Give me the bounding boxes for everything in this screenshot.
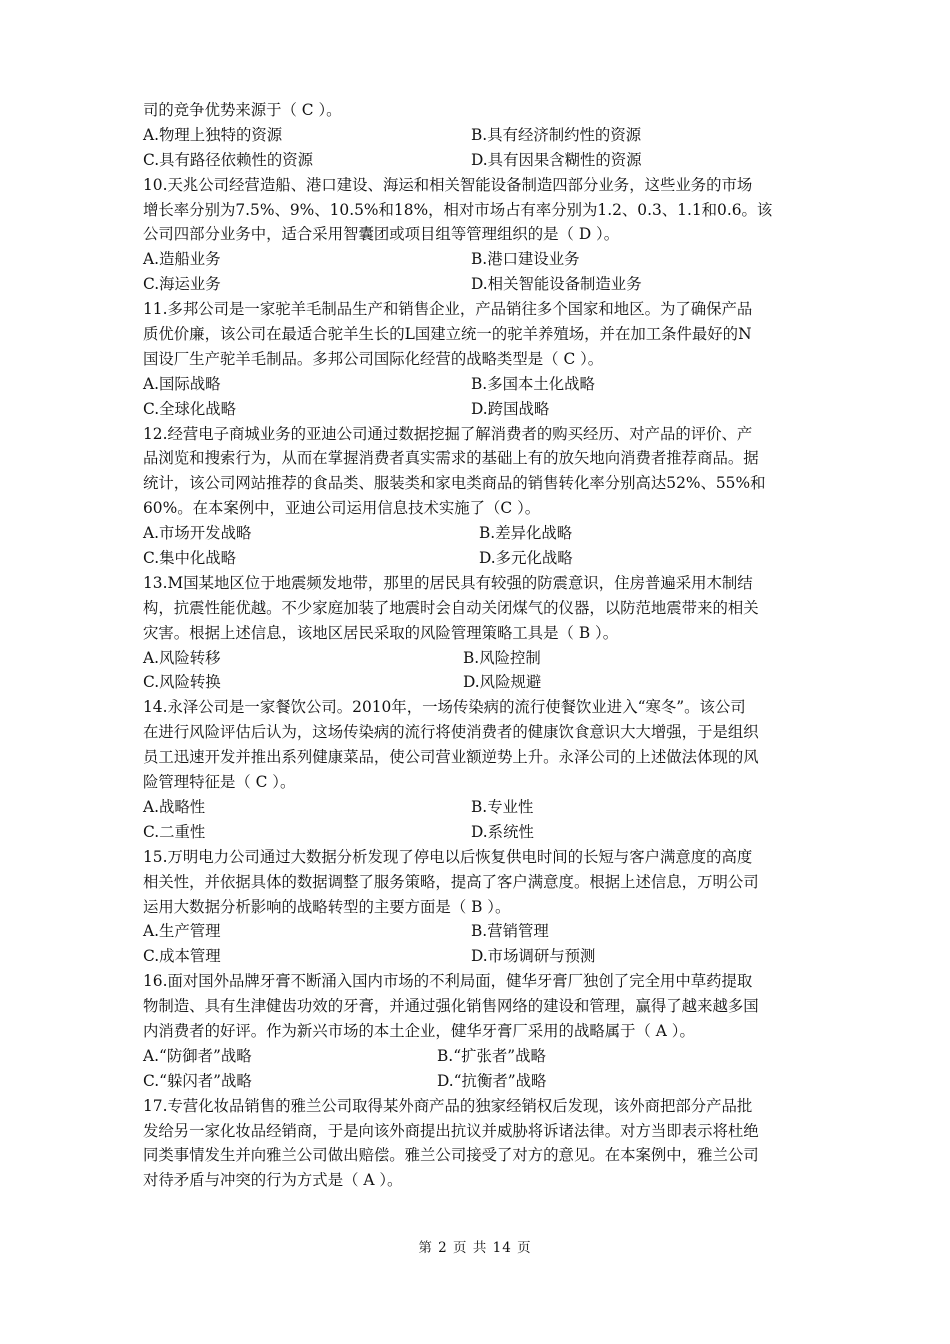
question-11-line-1: 11.多邦公司是一家驼羊毛制品生产和销售企业，产品销往多个国家和地区。为了确保产品 [143, 300, 753, 319]
question-10-options-row-2 [143, 272, 815, 297]
option-b: B.风险控制 [463, 648, 541, 667]
question-12-line-1: 12.经营电子商城业务的亚迪公司通过数据挖掘了解消费者的购买经历、对产品的评价、产 [143, 424, 753, 443]
question-12-options-row-1 [143, 521, 815, 546]
question-9-stem-tail: 司的竞争优势来源于（ C ）。 [143, 101, 342, 119]
question-13-line-1: 13.M国某地区位于地震频发地带，那里的居民具有较强的防震意识，住房普遍采用木制结 [143, 573, 753, 592]
question-11-options-row-2 [143, 397, 815, 422]
question-15-options-row-1 [143, 919, 815, 944]
question-14-line-4: 险管理特征是（ C ）。 [143, 773, 296, 792]
option-c: C.成本管理 [143, 947, 221, 966]
option-d: D.市场调研与预测 [471, 947, 596, 966]
option-a: A.造船业务 [143, 250, 221, 269]
option-c: C.“躲闪者”战略 [143, 1071, 252, 1090]
option-b: B.差异化战略 [479, 524, 573, 543]
option-c: C.全球化战略 [143, 399, 237, 418]
option-c: C.集中化战略 [143, 549, 237, 568]
option-d: D.相关智能设备制造业务 [471, 275, 642, 294]
question-11-line-2: 质优价廉，该公司在最适合驼羊生长的L国建立统一的驼羊养殖场，并在加工条件最好的N [143, 325, 752, 344]
option-a: A.“防御者”战略 [143, 1046, 252, 1065]
option-a: A.风险转移 [143, 648, 221, 667]
question-10-options-row-1 [143, 247, 815, 272]
question-15-line-3: 运用大数据分析影响的战略转型的主要方面是（ B ）。 [143, 897, 511, 916]
option-a: A.物理上独特的资源 [143, 125, 283, 144]
question-12-line-4: 60%。在本案例中，亚迪公司运用信息技术实施了（C ）。 [143, 499, 541, 518]
option-d: D.多元化战略 [479, 549, 573, 568]
question-13-options-row-1 [143, 646, 815, 671]
option-b: B.专业性 [471, 797, 534, 816]
question-16-options-row-2 [143, 1069, 815, 1094]
question-9-options-row-2 [143, 148, 815, 173]
option-d: D.具有因果含糊性的资源 [471, 150, 642, 169]
question-11-options-row-1 [143, 372, 815, 397]
option-b: B.“扩张者”战略 [437, 1046, 546, 1065]
option-d: D.风险规避 [463, 673, 542, 692]
option-a: A.国际战略 [143, 374, 221, 393]
question-10-line-2: 增长率分别为7.5%、9%、10.5%和18%，相对市场占有率分别为1.2、0.3、1.1和0.6。该 [143, 200, 773, 219]
question-10-line-3: 公司四部分业务中，适合采用智囊团或项目组等管理组织的是（ D ）。 [143, 225, 620, 244]
option-c: C.风险转换 [143, 673, 221, 692]
question-16-options-row-1 [143, 1044, 815, 1069]
option-a: A.市场开发战略 [143, 524, 252, 543]
question-13-line-2: 构，抗震性能优越。不少家庭加装了地震时会自动关闭煤气的仪器，以防范地震带来的相关 [143, 598, 759, 617]
question-15-options-row-2 [143, 944, 815, 969]
option-c: C.海运业务 [143, 275, 221, 294]
question-9-options-row-1 [143, 123, 815, 148]
question-16-line-3: 内消费者的好评。作为新兴市场的本土企业，健华牙膏厂采用的战略属于（ A ）。 [143, 1021, 695, 1040]
question-17-line-2: 发给另一家化妆品经销商，于是向该外商提出抗议并威胁将诉诸法律。对方当即表示将杜绝 [143, 1121, 759, 1140]
question-14-line-3: 员工迅速开发并推出系列健康菜品，使公司营业额逆势上升。永泽公司的上述做法体现的风 [143, 748, 759, 767]
option-a: A.生产管理 [143, 922, 221, 941]
question-17-line-3: 同类事情发生并向雅兰公司做出赔偿。雅兰公司接受了对方的意见。在本案例中，雅兰公司 [143, 1146, 759, 1165]
question-17-line-1: 17.专营化妆品销售的雅兰公司取得某外商产品的独家经销权后发现，该外商把部分产品批 [143, 1096, 753, 1115]
question-14-options-row-2 [143, 820, 815, 845]
question-16-line-1: 16.面对国外品牌牙膏不断涌入国内市场的不利局面，健华牙膏厂独创了完全用中草药提取 [143, 972, 753, 991]
option-b: B.具有经济制约性的资源 [471, 125, 642, 144]
question-17-line-4: 对待矛盾与冲突的行为方式是（ A ）。 [143, 1171, 403, 1190]
option-d: D.系统性 [471, 822, 534, 841]
option-b: B.多国本土化战略 [471, 374, 595, 393]
question-12-line-2: 品浏览和搜索行为，从而在掌握消费者真实需求的基础上有的放矢地向消费者推荐商品。据 [143, 449, 759, 468]
exam-page-body [143, 98, 815, 1193]
option-c: C.二重性 [143, 822, 206, 841]
question-14-options-row-1 [143, 795, 815, 820]
question-16-line-2: 物制造、具有生津健齿功效的牙膏，并通过强化销售网络的建设和管理，赢得了越来越多国 [143, 997, 759, 1016]
question-14-line-2: 在进行风险评估后认为，这场传染病的流行将使消费者的健康饮食意识大大增强，于是组织 [143, 723, 759, 742]
option-b: B.港口建设业务 [471, 250, 580, 269]
question-12-options-row-2 [143, 546, 815, 571]
question-15-line-2: 相关性，并依据具体的数据调整了服务策略，提高了客户满意度。根据上述信息，万明公司 [143, 872, 759, 891]
question-12-line-3: 统计，该公司网站推荐的食品类、服装类和家电类商品的销售转化率分别高达52%、55%和 [143, 474, 766, 493]
question-14-line-1: 14.永泽公司是一家餐饮公司。2010年，一场传染病的流行使餐饮业进入“寒冬”。该公司 [143, 698, 746, 717]
option-b: B.营销管理 [471, 922, 549, 941]
option-d: D.“抗衡者”战略 [437, 1071, 547, 1090]
option-d: D.跨国战略 [471, 399, 550, 418]
option-a: A.战略性 [143, 797, 206, 816]
question-15-line-1: 15.万明电力公司通过大数据分析发现了停电以后恢复供电时间的长短与客户满意度的高度 [143, 847, 753, 866]
page-number-footer: 第 2 页 共 14 页 [418, 1240, 532, 1256]
question-11-line-3: 国设厂生产驼羊毛制品。多邦公司国际化经营的战略类型是（ C ）。 [143, 349, 604, 368]
question-10-line-1: 10.天兆公司经营造船、港口建设、海运和相关智能设备制造四部分业务，这些业务的市场 [143, 175, 753, 194]
question-13-line-3: 灾害。根据上述信息，该地区居民采取的风险管理策略工具是（ B ）。 [143, 623, 619, 642]
option-c: C.具有路径依赖性的资源 [143, 150, 314, 169]
question-13-options-row-2 [143, 670, 815, 695]
